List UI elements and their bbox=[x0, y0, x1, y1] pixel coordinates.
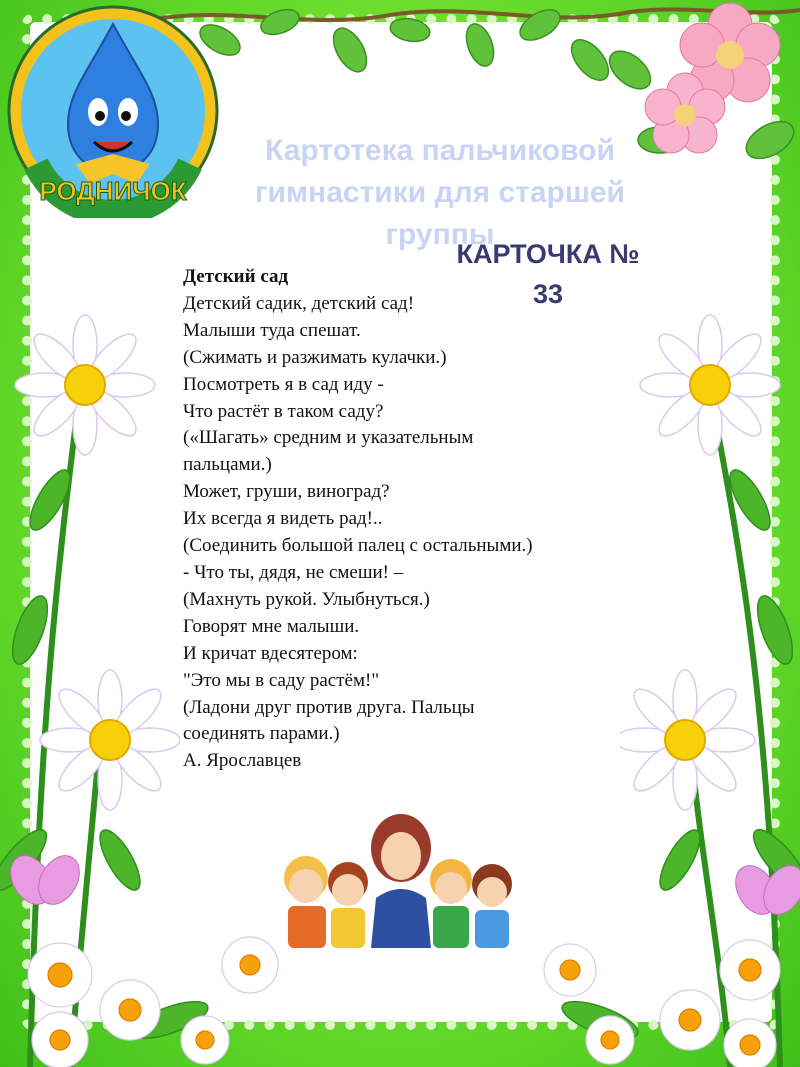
rodnichok-logo bbox=[6, 4, 220, 218]
poem-line: - Что ты, дядя, не смеши! – bbox=[183, 561, 404, 583]
poem-text bbox=[183, 264, 643, 775]
poem-line: И кричат вдесятером: bbox=[183, 642, 358, 664]
poem-title: Детский сад bbox=[183, 266, 289, 287]
poem-author: А. Ярославцев bbox=[183, 750, 302, 772]
poem-line: Детский садик, детский сад! bbox=[183, 292, 415, 314]
poem-line: (Сжимать и разжимать кулачки.) bbox=[183, 346, 447, 368]
poem-line: Говорят мне малыши. bbox=[183, 615, 360, 637]
logo-text: РОДНИЧОК bbox=[39, 176, 187, 206]
poem-line: пальцами.) bbox=[183, 454, 272, 476]
poem-line: Может, груши, виноград? bbox=[183, 481, 390, 503]
poem-line: Посмотреть я в сад иду - bbox=[183, 373, 384, 395]
poem-line: (Ладони друг против друга. Пальцы bbox=[183, 696, 475, 718]
poem-line: (Махнуть рукой. Улыбнуться.) bbox=[183, 588, 430, 610]
page-title: Картотека пальчиковой гимнастики для старшей группы bbox=[254, 134, 625, 251]
poem-line: соединять парами.) bbox=[183, 723, 340, 745]
teacher-with-children-icon bbox=[276, 808, 522, 948]
poem-line: "Это мы в саду растём!" bbox=[183, 669, 380, 691]
poem-line: Малыши туда спешат. bbox=[183, 319, 361, 341]
poem-line: Их всегда я видеть рад!.. bbox=[183, 508, 383, 530]
poem-line: (Соединить большой палец с остальными.) bbox=[183, 535, 533, 557]
card-label: КАРТОЧКА № bbox=[456, 239, 640, 269]
poem-line: («Шагать» средним и указательным bbox=[183, 427, 474, 449]
poem-line: Что растёт в таком саду? bbox=[183, 400, 384, 422]
card-number-value: 33 bbox=[532, 279, 564, 309]
